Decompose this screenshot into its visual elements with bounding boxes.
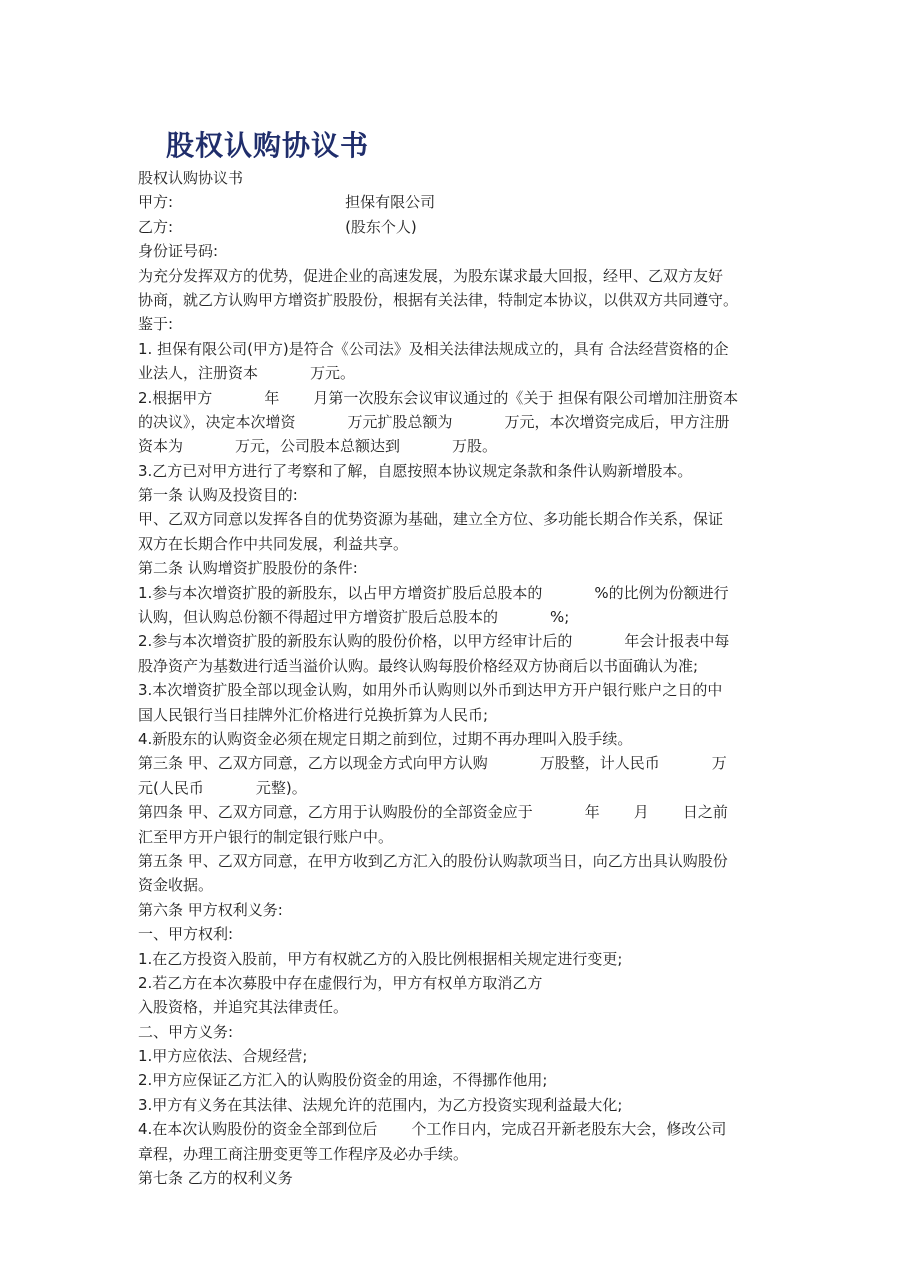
document-line	[138, 264, 778, 288]
document-line	[138, 629, 778, 653]
line-text: %;	[550, 608, 570, 627]
line-text: 万	[711, 754, 727, 773]
line-text: 甲方:	[138, 193, 174, 212]
line-text: 个工作日内，完成召开新老股东大会，修改公司	[411, 1120, 727, 1139]
document-line	[138, 483, 778, 507]
line-text: 2.参与本次增资扩股的新股东认购的股份价格，以甲方经审计后的	[138, 632, 573, 651]
line-text: 万元。	[310, 364, 356, 383]
line-text: 业法人，注册资本	[138, 364, 259, 383]
document-line	[138, 922, 778, 946]
line-text: 3.本次增资扩股全部以现金认购，如用外币认购则以外币到达甲方开户银行账户之日的中	[138, 681, 723, 700]
document-line	[138, 605, 778, 629]
line-text: 资金收据。	[138, 876, 214, 895]
document-line	[138, 556, 778, 580]
document-line	[138, 190, 778, 214]
document-line	[138, 995, 778, 1019]
document-line	[138, 410, 778, 434]
line-text: 二、甲方义务:	[138, 1022, 234, 1041]
document-line	[138, 1117, 778, 1141]
document-line	[138, 434, 778, 458]
document-line	[138, 337, 778, 361]
line-text: (股东个人)	[345, 217, 417, 236]
line-text: 2.甲方应保证乙方汇入的认购股份资金的用途，不得挪作他用;	[138, 1071, 548, 1090]
line-text: 2.若乙方在本次募股中存在虚假行为，甲方有权单方取消乙方	[138, 973, 543, 992]
line-text: 万股整，计人民币	[539, 754, 660, 773]
document-line	[138, 1166, 778, 1190]
line-text: 一、甲方权利:	[138, 925, 234, 944]
document-line	[138, 703, 778, 727]
document-line	[138, 361, 778, 385]
document-line	[138, 288, 778, 312]
document-line	[138, 532, 778, 556]
line-text: 3.甲方有义务在其法律、法规允许的范围内，为乙方投资实现利益最大化;	[138, 1095, 623, 1114]
document-line	[138, 727, 778, 751]
document-line	[138, 386, 778, 410]
document-body	[138, 166, 778, 1190]
line-text: 月第一次股东会议审议通过的《关于 担保有限公司增加注册资本	[313, 388, 739, 407]
line-text: 鉴于:	[138, 315, 174, 334]
line-text: 第三条 甲、乙双方同意，乙方以现金方式向甲方认购	[138, 754, 488, 773]
line-text: 协商，就乙方认购甲方增资扩股股份，根据有关法律，特制定本协议，以供双方共同遵守。	[138, 290, 739, 309]
document-line	[138, 215, 778, 239]
line-text: 日之前	[682, 803, 728, 822]
document-line	[138, 1142, 778, 1166]
line-text: 年	[264, 388, 280, 407]
line-text: 股净资产为基数进行适当溢价认购。最终认购每股价格经双方协商后以书面确认为准;	[138, 656, 699, 675]
document-line	[138, 166, 778, 190]
line-text: 第二条 认购增资扩股股份的条件:	[138, 559, 358, 578]
line-text: 万元，公司股本总额达到	[235, 437, 401, 456]
document-line	[138, 751, 778, 775]
line-text: 万元扩股总额为	[347, 412, 453, 431]
document-line	[138, 1068, 778, 1092]
line-text: 年	[584, 803, 600, 822]
document-line	[138, 581, 778, 605]
line-text: 股权认购协议书	[138, 169, 244, 187]
line-text: 第一条 认购及投资目的:	[138, 486, 298, 505]
line-text: 认购，但认购总份额不得超过甲方增资扩股后总股本的	[138, 608, 499, 627]
line-text: 第七条 乙方的权利义务	[138, 1169, 293, 1188]
line-text: 月	[633, 803, 649, 822]
document-line	[138, 312, 778, 336]
line-text: 3.乙方已对甲方进行了考察和了解，自愿按照本协议规定条款和条件认购新增股本。	[138, 461, 693, 480]
line-text: 万股。	[452, 437, 498, 456]
line-text: 乙方:	[138, 217, 174, 236]
line-text: 元整)。	[255, 778, 307, 797]
line-text: 担保有限公司	[345, 193, 436, 212]
line-text: 第五条 甲、乙双方同意，在甲方收到乙方汇入的股份认购款项当日，向乙方出具认购股份	[138, 851, 728, 870]
document-line	[138, 849, 778, 873]
document-line	[138, 776, 778, 800]
line-text: 第四条 甲、乙双方同意，乙方用于认购股份的全部资金应于	[138, 803, 533, 822]
document-line	[138, 654, 778, 678]
line-text: 资本为	[138, 437, 184, 456]
line-text: 国人民银行当日挂牌外汇价格进行兑换折算为人民币;	[138, 705, 489, 724]
line-text: 1.甲方应依法、合规经营;	[138, 1047, 308, 1066]
line-text: 入股资格，并追究其法律责任。	[138, 998, 349, 1017]
document-line	[138, 947, 778, 971]
document-line	[138, 1093, 778, 1117]
line-text: 双方在长期合作中共同发展，利益共享。	[138, 534, 409, 553]
line-text: 的决议》，决定本次增资	[138, 412, 296, 431]
document-line	[138, 1044, 778, 1068]
line-text: 4.在本次认购股份的资金全部到位后	[138, 1120, 378, 1139]
line-text: 1.参与本次增资扩股的新股东，以占甲方增资扩股后总股本的	[138, 583, 543, 602]
line-text: 身份证号码:	[138, 242, 219, 261]
line-text: 元(人民币	[138, 778, 204, 797]
document-line	[138, 971, 778, 995]
line-text: 甲、乙双方同意以发挥各自的优势资源为基础，建立全方位、多功能长期合作关系，保证	[138, 510, 724, 529]
line-text: 汇至甲方开户银行的制定银行账户中。	[138, 827, 394, 846]
document-line	[138, 873, 778, 897]
line-text: 为充分发挥双方的优势，促进企业的高速发展，为股东谋求最大回报，经甲、乙双方友好	[138, 266, 724, 285]
line-text: 万元，本次增资完成后，甲方注册	[504, 412, 730, 431]
document-line	[138, 825, 778, 849]
document-line	[138, 898, 778, 922]
document-title: 股权认购协议书	[166, 129, 370, 162]
line-text: 年会计报表中每	[624, 632, 730, 651]
line-text: 第六条 甲方权利义务:	[138, 900, 283, 919]
line-text: %的比例为份额进行	[594, 583, 729, 602]
document-line	[138, 800, 778, 824]
line-text: 章程，办理工商注册变更等工作程序及必办手续。	[138, 1144, 469, 1163]
document-line	[138, 1020, 778, 1044]
document-line	[138, 678, 778, 702]
line-text: 4.新股东的认购资金必须在规定日期之前到位，过期不再办理叫入股手续。	[138, 729, 633, 748]
line-text: 1.在乙方投资入股前，甲方有权就乙方的入股比例根据相关规定进行变更;	[138, 949, 623, 968]
document-line	[138, 239, 778, 263]
document-line	[138, 459, 778, 483]
document-line	[138, 507, 778, 531]
line-text: 1. 担保有限公司(甲方)是符合《公司法》及相关法律法规成立的，具有 合法经营资格的企	[138, 339, 729, 358]
line-text: 2.根据甲方	[138, 388, 213, 407]
